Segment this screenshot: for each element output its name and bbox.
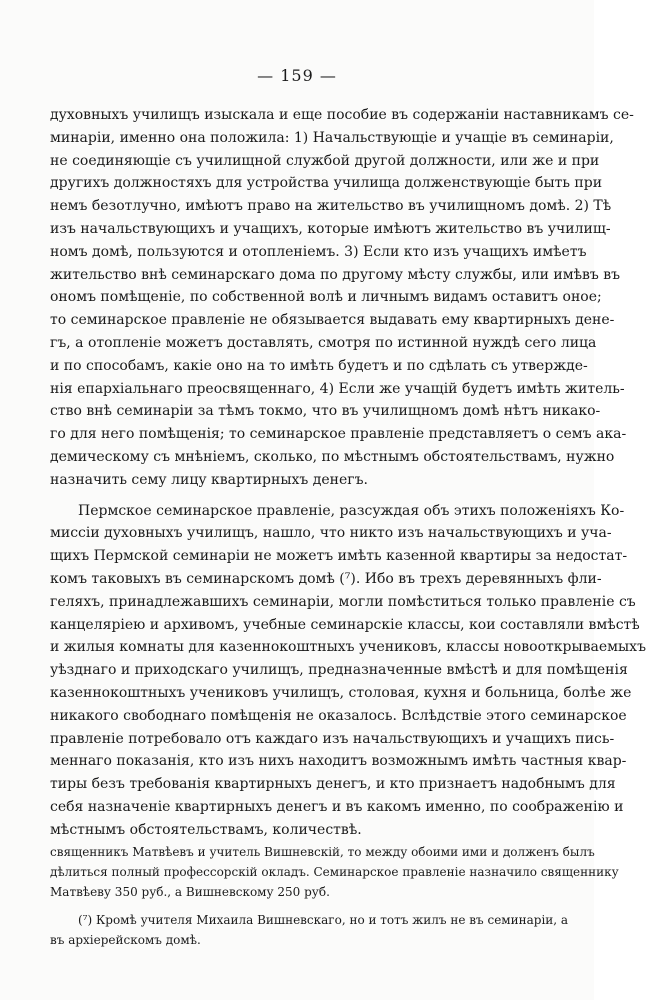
text-line: ономъ помѣщеніе, по собственной волѣ и личнымъ видамъ оставитъ оное; [50,289,602,306]
footnote-gap [50,902,555,910]
text-line: ство внѣ семинаріи за тѣмъ токмо, что въ училищномъ домѣ нѣтъ никако- [50,403,601,420]
text-line: правленіе потребовало отъ каждаго изъ начальствующихъ и учащихъ пись- [50,730,615,747]
text-line: другихъ должностяхъ для устройства училища долженствующіе быть при [50,175,603,192]
text-line: и жилыя комнаты для казеннокоштныхъ учениковъ, классы новооткрываемыхъ [50,639,646,656]
footnote-line: священникъ Матвѣевъ и учитель Вишневскій, то между обоими ими и долженъ былъ [50,845,595,859]
footnote-line: дѣлиться полный профессорскій окладъ. Семинарское правленіе назначило священнику [50,865,619,879]
text-line: казеннокоштныхъ учениковъ училищъ, столовая, кухня и больница, болѣе же [50,684,632,701]
text-line: геляхъ, принадлежавшихъ семинаріи, могли помѣститься только правленіе съ [50,593,636,610]
text-line: миссіи духовныхъ училищъ, нашло, что никто изъ начальствующихъ и уча- [50,525,612,542]
text-line: назначить сему лицу квартирныхъ денегъ. [50,471,368,488]
text-line: нія епархіальнаго преосвященнаго, 4) Если же учащій будетъ имѣть житель- [50,380,625,397]
text-line: то семинарское правленіе не обязывается выдавать ему квартирныхъ дене- [50,312,615,329]
text-line: го для него помѣщенія; то семинарское правленіе представляетъ о семъ ака- [50,426,627,443]
text-line: никакого свободнаго помѣщенія не оказалось. Вслѣдствіе этого семинарское [50,707,627,724]
text-line: и по способамъ, какіе оно на то имѣть будетъ и по сдѣлать съ утвержде- [50,357,588,374]
text-line: Пермское семинарское правленіе, разсуждая объ этихъ положеніяхъ Ко- [78,502,625,519]
text-line: жительство внѣ семинарскаго дома по другому мѣсту службы, или имѣвъ въ [50,266,621,283]
text-line: канцеляріею и архивомъ, учебные семинарскіе классы, кои составляли вмѣстѣ [50,616,640,633]
main-text [50,104,646,842]
text-line: меннаго показанія, кто изъ нихъ находитъ возможнымъ имѣть частныя квар- [50,753,627,770]
text-line: демическому съ мнѣніемъ, сколько, по мѣстнымъ обстоятельствамъ, нужно [50,448,615,465]
page-number: — 159 — [257,66,337,85]
text-line: гъ, а отопленіе можетъ доставлять, смотря по истинной нуждѣ сего лица [50,334,597,351]
text-line: мѣстнымъ обстоятельствамъ, количествѣ. [50,821,362,838]
text-line: не соединяющіе съ училищной службой другой должности, или же и при [50,152,600,169]
text-line: номъ домѣ, пользуются и отопленіемъ. 3) Если кто изъ учащихъ имѣетъ [50,243,587,260]
text-line: тиры безъ требованія квартирныхъ денегъ, и кто признаетъ надобнымъ для [50,776,616,793]
footnote-line: въ архіерейскомъ домѣ. [50,933,201,947]
footnotes [50,842,619,950]
text-line: изъ начальствующихъ и учащихъ, которые имѣютъ жительство въ училищ- [50,220,611,237]
text-line: себя назначеніе квартирныхъ денегъ и въ какомъ именно, по соображенію и [50,798,624,815]
text-line: немъ безотлучно, имѣютъ право на жительство въ училищномъ домѣ. 2) Тѣ [50,198,612,215]
text-line: духовныхъ училищъ изыскала и еще пособие въ содержаніи наставникамъ се- [50,107,634,123]
text-line: уѣзднаго и приходскаго училищъ, предназначенные вмѣстѣ и для помѣщенія [50,662,628,679]
footnote-line: Матвѣеву 350 руб., а Вишневскому 250 руб. [50,885,330,899]
footnote-line: (⁷) Кромѣ учителя Михаила Вишневскаго, но и тотъ жилъ не въ семинаріи, а [78,913,569,927]
paragraph-gap [50,492,555,500]
text-line: комъ таковыхъ въ семинарскомъ домѣ (⁷). Ибо въ трехъ деревянныхъ фли- [50,570,602,587]
text-line: щихъ Пермской семинаріи не можетъ имѣть казенной квартиры за недостат- [50,548,628,565]
text-line: минаріи, именно она положила: 1) Начальствующіе и учащіе въ семинаріи, [50,129,614,146]
